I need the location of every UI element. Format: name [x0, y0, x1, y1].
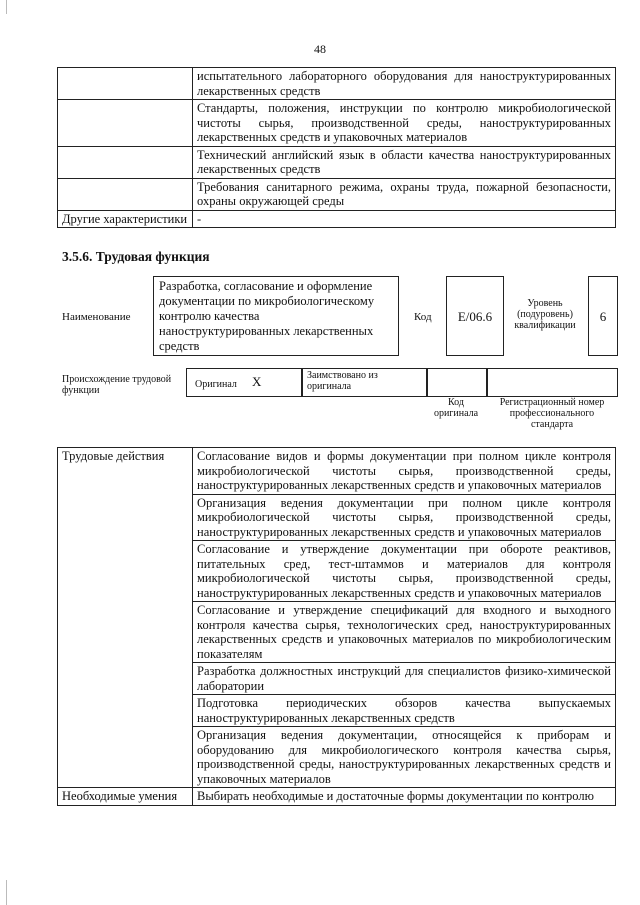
skill-item: Выбирать необходимые и достаточные формы документации по контролю [193, 788, 616, 806]
labor-actions-label: Трудовые действия [58, 448, 193, 788]
table-row [58, 178, 616, 210]
table-row [58, 100, 616, 147]
borrowed-cell [301, 368, 428, 397]
table-row [58, 146, 616, 178]
code-value: E/06.6 [457, 309, 493, 324]
action-item: Организация ведения документации при полном цикле контроля микробиологической чистоты сырья, производственной среды, наноструктурированных лекарственных средств и упаковочных материалов [193, 494, 616, 541]
other-characteristics-label: Другие характеристики [58, 210, 193, 228]
code-original-caption: Код оригинала [433, 397, 479, 419]
original-mark: X [252, 374, 262, 389]
code-label: Код [414, 311, 432, 323]
table-row [58, 448, 616, 495]
row-label [58, 68, 193, 100]
row-label [58, 178, 193, 210]
top-characteristics-table [57, 67, 616, 228]
labor-actions-table [57, 447, 616, 806]
skills-label: Необходимые умения [58, 788, 193, 806]
code-original-cell [426, 368, 488, 397]
code-box [446, 276, 504, 356]
name-value: Разработка, согласование и оформление документации по микробиологическому контролю качества наноструктурированных лекарственных средств [159, 279, 375, 353]
action-item: Согласование и утверждение спецификаций для входного и выходного контроля качества сырья, технологических сред, наноструктурированных лекарственных средств и упаковочных материалов по микробиологическим показателям [193, 602, 616, 663]
reg-number-caption: Регистрационный номер профессионального стандарта [499, 397, 605, 430]
action-item: Подготовка периодических обзоров качества выпускаемых наноструктурированных лекарственных средств [193, 695, 616, 727]
edge-mark [6, 0, 7, 14]
name-box [153, 276, 399, 356]
row-label [58, 100, 193, 147]
table-row [58, 788, 616, 806]
row-label [58, 146, 193, 178]
action-item: Согласование и утверждение документации при обороте реактивов, питательных сред, тест-штаммов и материалов для контроля микробиологической чистоты сырья, производственной среды, наноструктурированных лекарственных средств и упаковочных материалов [193, 541, 616, 602]
origin-label: Происхождение трудовой функции [62, 374, 172, 396]
action-item: Разработка должностных инструкций для специалистов физико-химической лаборатории [193, 663, 616, 695]
row-text: Технический английский язык в области качества наноструктурированных лекарственных средств [193, 146, 616, 178]
reg-number-cell [486, 368, 618, 397]
row-text: Требования санитарного режима, охраны труда, пожарной безопасности, охраны окружающей среды [193, 178, 616, 210]
row-text: испытательного лабораторного оборудования для наноструктурированных лекарственных средств [193, 68, 616, 100]
level-value: 6 [599, 309, 607, 324]
page-number: 48 [314, 42, 326, 56]
action-item: Организация ведения документации, относящейся к приборам и оборудованию для микробиологического контроля качества сырья, производственной среды, наноструктурированных лекарственных средств и упаковочных материалов [193, 727, 616, 788]
level-box [588, 276, 618, 356]
edge-mark [6, 880, 7, 905]
table-row [58, 68, 616, 100]
name-label: Наименование [62, 311, 131, 323]
borrowed-label: Заимствовано из оригинала [307, 370, 378, 392]
action-item: Согласование видов и формы документации при полном цикле контроля микробиологической чистоты сырья, производственной среды, наноструктурированных лекарственных средств и упаковочных материалов [193, 448, 616, 495]
section-title: 3.5.6. Трудовая функция [62, 249, 210, 264]
original-cell [186, 368, 303, 397]
original-label: Оригинал [195, 379, 237, 390]
table-row [58, 210, 616, 228]
other-characteristics-value: - [193, 210, 616, 228]
level-label: Уровень (подуровень) квалификации [514, 298, 576, 331]
row-text: Стандарты, положения, инструкции по контролю микробиологической чистоты сырья, производственной среды, наноструктурированных лекарственных средств и упаковочных материалов [193, 100, 616, 147]
